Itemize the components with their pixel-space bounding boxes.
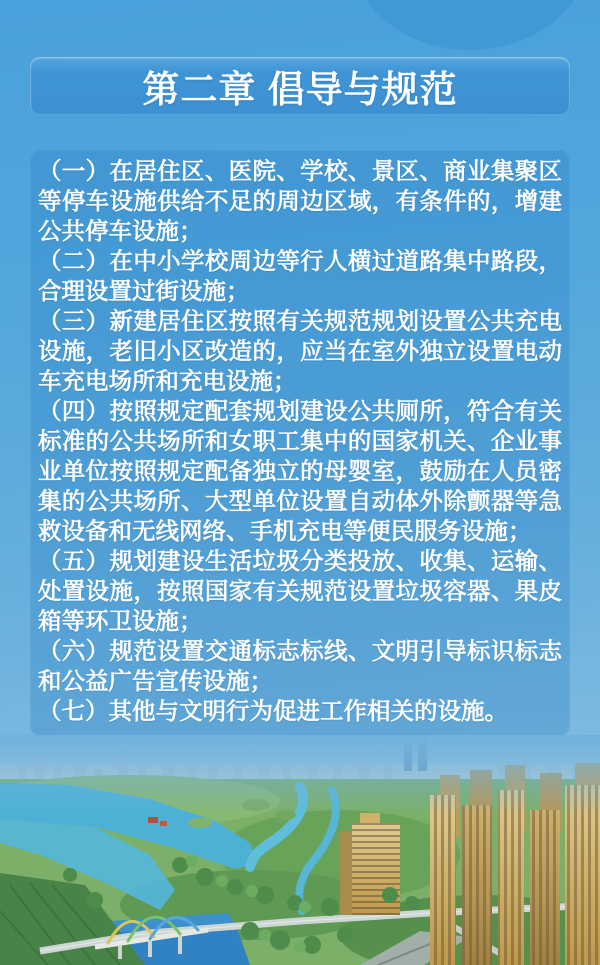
clause-item-4: （四）按照规定配套规划建设公共厕所，符合有关标准的公共场所和女职工集中的国家机关、企业事业单位按照规定配备独立的母婴室，鼓励在人员密集的公共场所、大型单位设置自动体外除颤器等急救设备和无线网络、手机充电等便民服务设施； (38, 398, 562, 544)
page-title: 第二章 倡导与规范 (142, 69, 458, 110)
background-arc-decoration (350, 0, 590, 50)
clause-item-5: （五）规划建设生活垃圾分类投放、收集、运输、处置设施，按照国家有关规范设置垃圾容器、果皮箱等环卫设施； (38, 548, 562, 634)
content-card (30, 150, 570, 736)
clause-item-7: （七）其他与文明行为促进工作相关的设施。 (38, 698, 508, 724)
clause-item-1: （一）在居住区、医院、学校、景区、商业集聚区等停车设施供给不足的周边区域，有条件的，增建公共停车设施； (38, 158, 562, 244)
clause-item-6: （六）规范设置交通标志标线、文明引导标识标志和公益广告宣传设施； (38, 638, 562, 694)
clause-item-3: （三）新建居住区按照有关规范规划设置公共充电设施，老旧小区改造的，应当在室外独立设置电动车充电场所和充电设施； (38, 308, 562, 394)
clause-item-2: （二）在中小学校周边等行人横过道路集中路段，合理设置过街设施； (38, 248, 562, 304)
cityscape-illustration (0, 735, 600, 965)
chapter-title-banner (30, 57, 570, 115)
cityscape-photo (0, 735, 600, 965)
